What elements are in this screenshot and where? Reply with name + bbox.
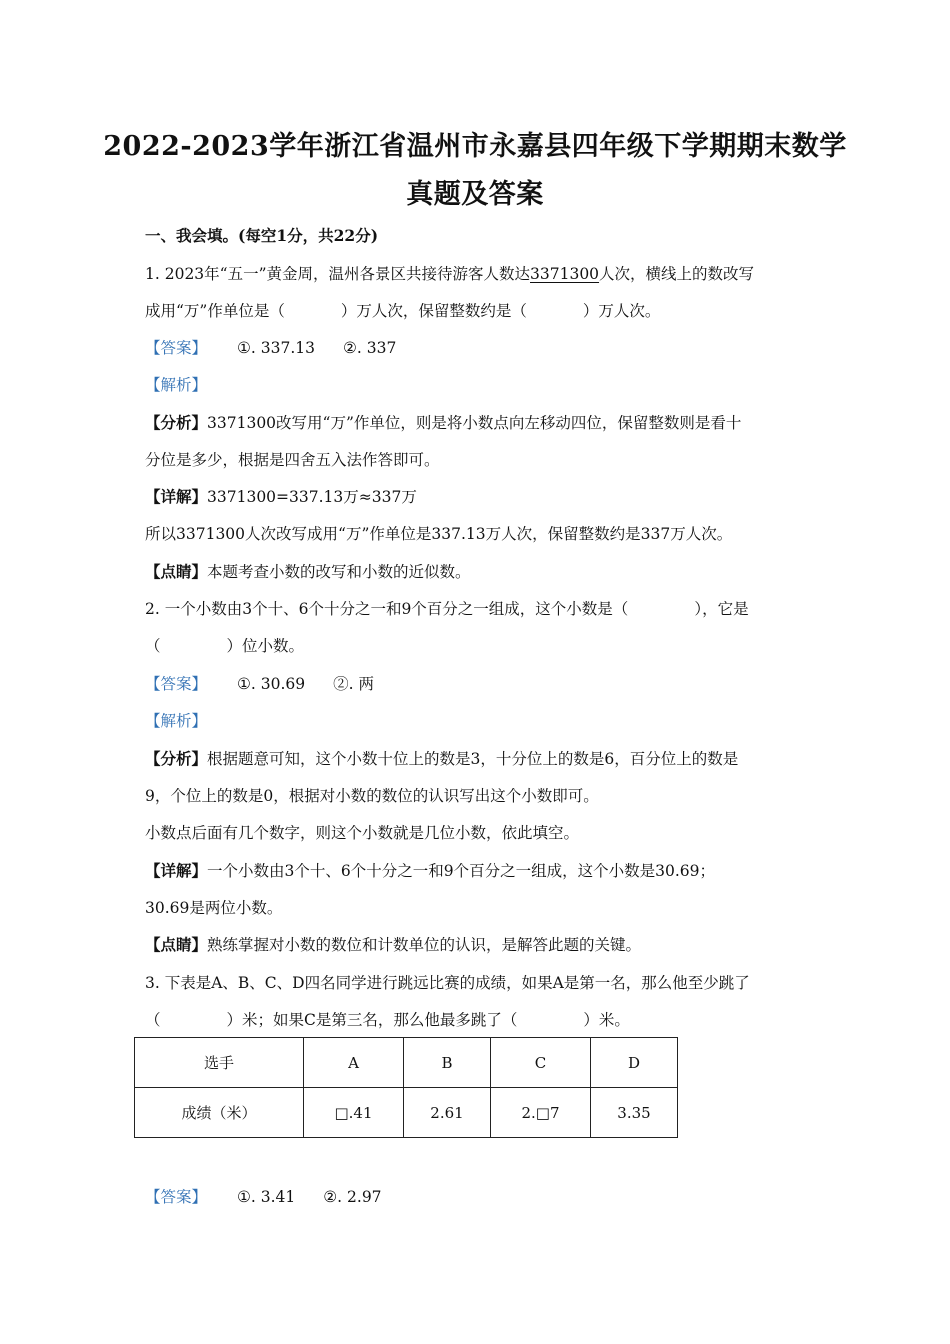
- q1-answer: [145, 336, 396, 358]
- q1-stem-part: ）万人次。: [582, 302, 661, 320]
- analysis-tag: 【分析】: [145, 413, 208, 432]
- q1-stem-part: ）万人次，保留整数约是（: [340, 302, 527, 320]
- detail-tag: 【详解】: [145, 861, 208, 880]
- q3-stem-part: ）米；如果C是第三名，那么他最多跳了（: [226, 1011, 518, 1029]
- table-cell: □.41: [304, 1088, 404, 1138]
- document-title-line-1: 2022-2023学年浙江省温州市永嘉县四年级下学期期末数学: [103, 131, 847, 162]
- analysis-label: 【解析】: [145, 376, 208, 394]
- q2-detail-line-1: [145, 859, 715, 881]
- q1-stem-text: 1. 2023年“五一”黄金周，温州各景区共接待游客人数达: [145, 265, 531, 283]
- analysis-label: 【解析】: [145, 712, 208, 730]
- q1-detail-line-2: 所以3371300人次改写成用“万”作单位是337.13万人次，保留整数约是337万人次。: [145, 525, 733, 543]
- table-header-cell: C: [491, 1038, 591, 1088]
- q1-analysis-line-1: [145, 411, 741, 433]
- q2-analysis-line-1: [145, 747, 738, 769]
- q2-stem-part: ），它是: [694, 600, 749, 618]
- q2-analysis-line-3: 小数点后面有几个数字，则这个小数就是几位小数，依此填空。: [145, 824, 580, 842]
- table-cell: 2.61: [404, 1088, 491, 1138]
- q1-analysis-line-2: 分位是多少，根据是四舍五入法作答即可。: [145, 451, 440, 469]
- q2-analysis-line-2: 9，个位上的数是0，根据对小数的数位的认识写出这个小数即可。: [145, 787, 599, 805]
- q1-underlined-number: 3371300: [530, 265, 600, 283]
- q2-answer-2: ②. 两: [333, 675, 374, 693]
- answer-label: 【答案】: [145, 339, 208, 357]
- table-header-cell: 选手: [135, 1038, 304, 1088]
- q1-stem-text-cont: 人次，横线上的数改写: [599, 265, 755, 283]
- q1-detail-line-1: [145, 485, 417, 507]
- q3-answer-1: ①. 3.41: [237, 1188, 296, 1206]
- q2-stem-part: 2. 一个小数由3个十、6个十分之一和9个百分之一组成，这个小数是（: [145, 600, 629, 618]
- table-row: [135, 1088, 678, 1138]
- q1-answer-2: ②. 337: [343, 339, 397, 357]
- table-header-cell: D: [591, 1038, 678, 1088]
- detail-tag: 【详解】: [145, 487, 208, 506]
- q2-detail-line-2: 30.69是两位小数。: [145, 899, 283, 917]
- table-header-row: [135, 1038, 678, 1088]
- point-tag: 【点睛】: [145, 562, 208, 581]
- q2-stem-line-1: [145, 597, 749, 619]
- q1-answer-1: ①. 337.13: [237, 339, 315, 357]
- answer-label: 【答案】: [145, 675, 208, 693]
- answer-label: 【答案】: [145, 1188, 208, 1206]
- q3-answer-2: ②. 2.97: [323, 1188, 382, 1206]
- q3-stem-line-1: 3. 下表是A、B、C、D四名同学进行跳远比赛的成绩，如果A是第一名，那么他至少跳了: [145, 974, 750, 992]
- q2-point: [145, 933, 641, 955]
- q3-stem-line-2: [145, 1008, 630, 1030]
- q2-answer: [145, 672, 374, 694]
- q1-detail-text: 3371300=337.13万≈337万: [207, 488, 417, 506]
- q2-stem-part: （: [145, 637, 161, 655]
- q3-answer: [145, 1185, 382, 1207]
- analysis-tag: 【分析】: [145, 749, 208, 768]
- q1-stem-part: 成用“万”作单位是（: [145, 302, 285, 320]
- table-cell: 3.35: [591, 1088, 678, 1138]
- table-header-cell: A: [304, 1038, 404, 1088]
- point-tag: 【点睛】: [145, 935, 208, 954]
- q2-stem-line-2: [145, 634, 304, 656]
- q1-stem-line-1: [145, 262, 754, 284]
- table-cell: 2.□7: [491, 1088, 591, 1138]
- q3-stem-part: （: [145, 1011, 161, 1029]
- section-heading: 一、我会填。(每空1分，共22分): [145, 226, 379, 245]
- q1-point: [145, 560, 471, 582]
- q3-stem-part: ）米。: [583, 1011, 630, 1029]
- q1-stem-line-2: [145, 299, 660, 321]
- table-cell: 成绩（米）: [135, 1088, 304, 1138]
- scores-table: [134, 1037, 678, 1138]
- q2-point-text: 熟练掌握对小数的数位和计数单位的认识，是解答此题的关键。: [207, 936, 642, 954]
- q2-analysis-text: 根据题意可知，这个小数十位上的数是3，十分位上的数是6，百分位上的数是: [207, 750, 739, 768]
- q1-point-text: 本题考查小数的改写和小数的近似数。: [207, 563, 471, 581]
- document-title-line-2: 真题及答案: [406, 179, 544, 210]
- q2-stem-part: ）位小数。: [226, 637, 305, 655]
- q2-detail-text: 一个小数由3个十、6个十分之一和9个百分之一组成，这个小数是30.69；: [207, 862, 715, 880]
- q1-analysis-text: 3371300改写用“万”作单位，则是将小数点向左移动四位，保留整数则是看十: [207, 414, 742, 432]
- q2-answer-1: ①. 30.69: [237, 675, 306, 693]
- table-header-cell: B: [404, 1038, 491, 1088]
